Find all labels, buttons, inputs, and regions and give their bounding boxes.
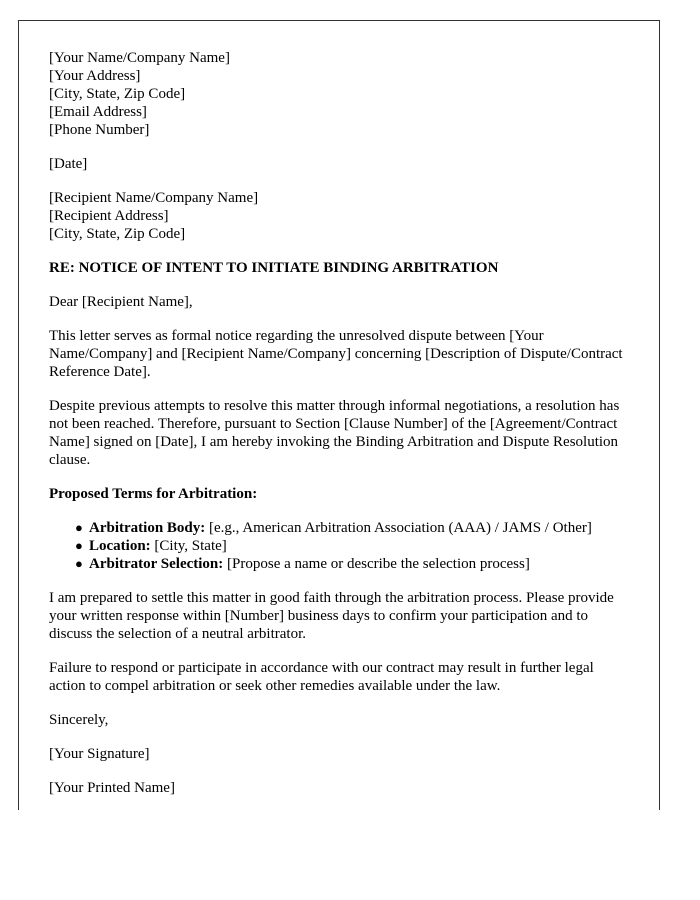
terms-heading: Proposed Terms for Arbitration:: [49, 486, 258, 502]
recipient-name: [Recipient Name/Company Name]: [49, 190, 259, 206]
date-block: [49, 155, 634, 173]
sender-email: [Email Address]: [49, 104, 147, 120]
salutation: Dear [Recipient Name],: [49, 294, 193, 310]
letter-page: [18, 20, 660, 810]
body-paragraph-2: Despite previous attempts to resolve this matter through informal negotiations, a resolution has not been reached. Therefore, pursuant to Section [Clause Number] of the [Agreement/Contract Name] signed on [Date], I am hereby invoking the Binding Arbitration and Dispute Resolution clause.: [49, 398, 620, 468]
subject-line: RE: NOTICE OF INTENT TO INITIATE BINDING ARBITRATION: [49, 260, 499, 276]
sender-city-state-zip: [City, State, Zip Code]: [49, 86, 186, 102]
sender-phone: [Phone Number]: [49, 122, 150, 138]
closing-paragraph-1: I am prepared to settle this matter in good faith through the arbitration process. Please provide your written response within [Number] business days to confirm your participation and to discuss the selection of a neutral arbitrator.: [49, 590, 614, 642]
sender-name: [Your Name/Company Name]: [49, 50, 230, 66]
recipient-city-state-zip: [City, State, Zip Code]: [49, 226, 186, 242]
term-label: Arbitration Body:: [89, 520, 206, 536]
signature-placeholder: [Your Signature]: [49, 746, 150, 762]
closing-paragraph-2: Failure to respond or participate in accordance with our contract may result in further legal action to compel arbitration or seek other remedies available under the law.: [49, 660, 594, 694]
list-item: [75, 537, 634, 555]
letter-date: [Date]: [49, 156, 88, 172]
bullet-icon: ●: [75, 556, 83, 571]
term-label: Arbitrator Selection:: [89, 556, 224, 572]
list-item: [75, 519, 634, 537]
list-item: [75, 555, 634, 573]
body-paragraph-1: This letter serves as formal notice regarding the unresolved dispute between [Your Name/Company] and [Recipient Name/Company] concerning [Description of Dispute/Contract Reference Date].: [49, 328, 623, 380]
sender-address: [Your Address]: [49, 68, 141, 84]
recipient-block: [49, 189, 634, 243]
terms-list: [49, 519, 634, 573]
term-value: [e.g., American Arbitration Association (AAA) / JAMS / Other]: [205, 520, 592, 536]
term-value: [Propose a name or describe the selection process]: [223, 556, 530, 572]
recipient-address: [Recipient Address]: [49, 208, 169, 224]
term-label: Location:: [89, 538, 151, 554]
printed-name: [Your Printed Name]: [49, 780, 175, 796]
sender-block: [49, 49, 634, 139]
bullet-icon: ●: [75, 538, 83, 553]
signoff: Sincerely,: [49, 712, 109, 728]
bullet-icon: ●: [75, 520, 83, 535]
term-value: [City, State]: [150, 538, 227, 554]
